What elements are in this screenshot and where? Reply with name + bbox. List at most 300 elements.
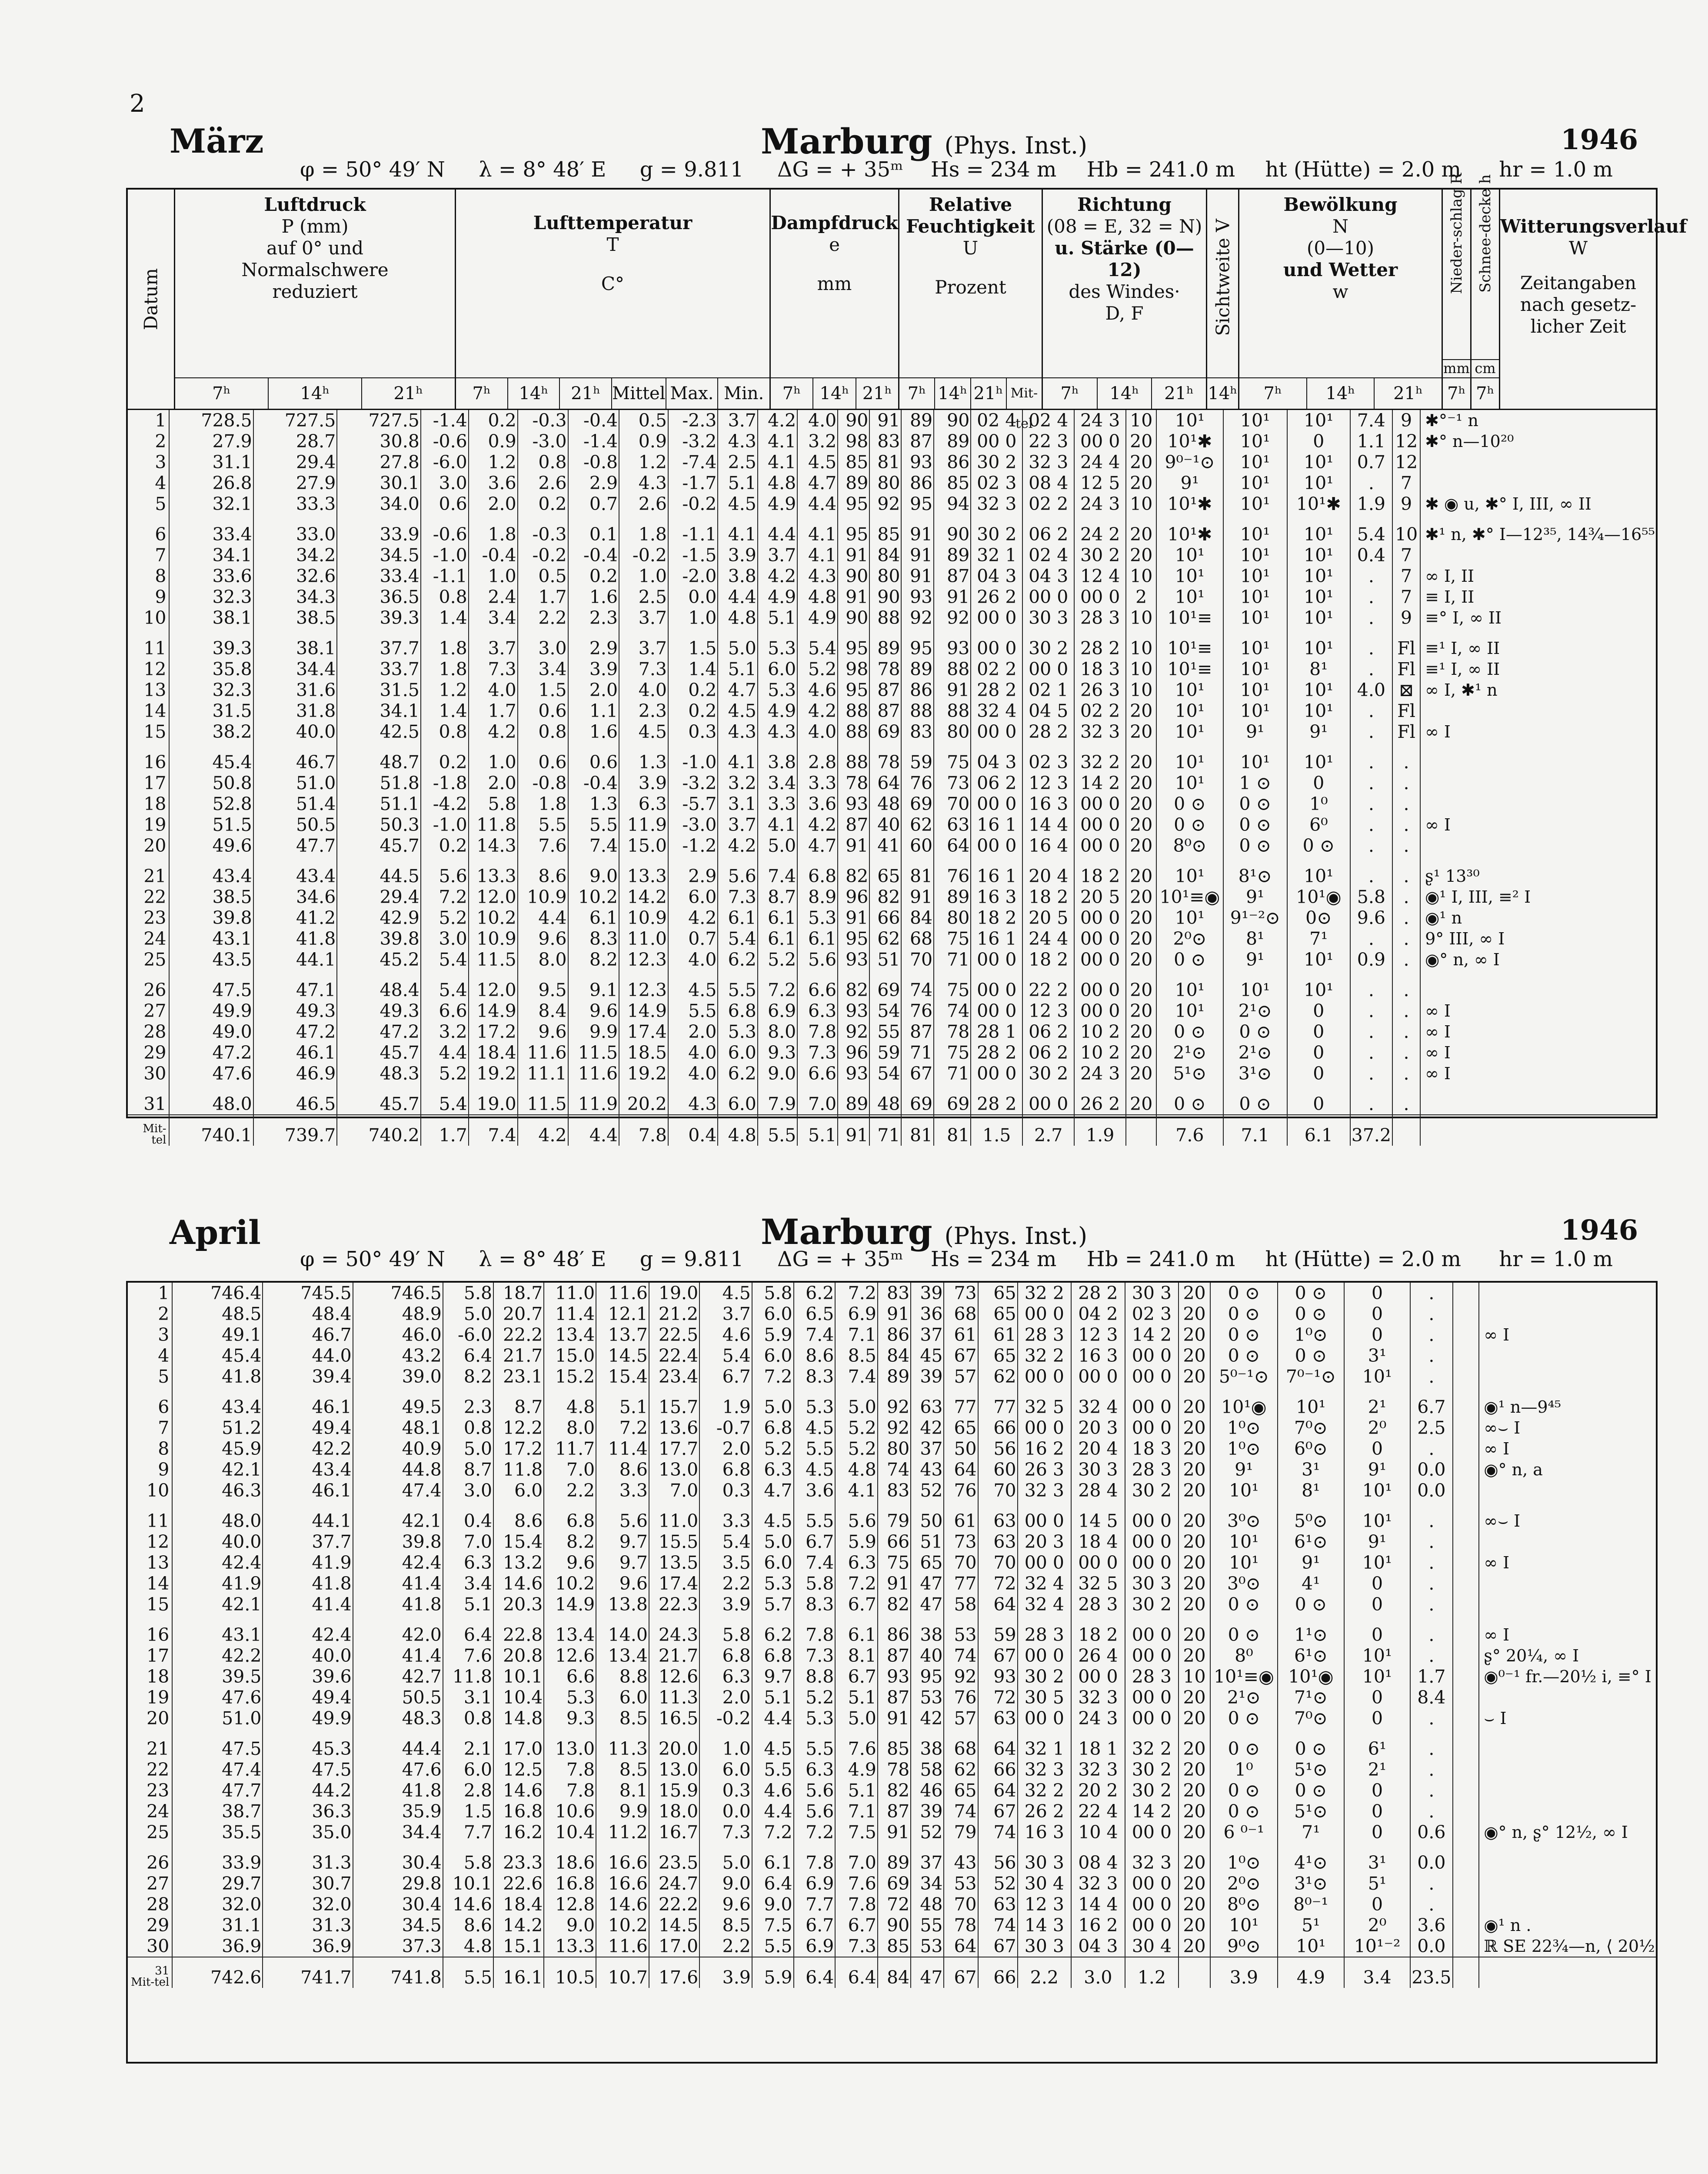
cell-t21: 0.8: [518, 452, 568, 473]
cell-e14: 5.8: [794, 1573, 836, 1594]
header-wind: [1042, 190, 1206, 409]
gap-cell: [128, 856, 169, 866]
cell-tmin: 2.2: [699, 1573, 752, 1594]
gap-cell: [1125, 1729, 1179, 1738]
cell-n21: 0: [1344, 1687, 1410, 1708]
cell-tmit: 2.9: [568, 473, 619, 493]
cell-umit: 74: [978, 1822, 1018, 1843]
cell-e7: 9.0: [752, 1894, 794, 1915]
cell-t14: 12.0: [469, 887, 518, 907]
cell-u7: 95: [838, 493, 869, 514]
gap-cell: [169, 856, 253, 866]
gap-cell: [518, 1084, 568, 1094]
cell-n14: 8¹: [1223, 928, 1287, 949]
gap-cell: [1210, 1615, 1278, 1624]
gap-cell: [1022, 514, 1074, 524]
gap-cell: [1278, 1843, 1344, 1852]
gap-cell: [1287, 856, 1350, 866]
gap-cell: [718, 970, 757, 980]
cell-t7: 1.8: [421, 638, 469, 659]
cell-d7: 12 3: [1018, 1894, 1072, 1915]
header-schnee: [1470, 174, 1499, 409]
gap-cell: [1223, 856, 1287, 866]
cell-tmin: -3.2: [668, 773, 718, 794]
cell-rr: .: [1350, 566, 1392, 587]
cell-n7: 1⁰⊙: [1210, 1852, 1278, 1873]
lbl-wind: Richtung: [1077, 194, 1172, 215]
cell-e14: 6.7: [794, 1531, 836, 1552]
cell-e7: 5.8: [752, 1283, 794, 1304]
gap-cell: [718, 514, 757, 524]
cell-d14: 32 3: [1022, 452, 1074, 473]
cell-schnee: .: [1392, 887, 1420, 907]
cell-e21: 4.2: [797, 814, 838, 835]
cell-d7: 28 2: [971, 680, 1022, 700]
cell-u21: 91: [901, 887, 934, 907]
gap-cell: [934, 514, 971, 524]
cell-umit: 75: [934, 752, 971, 773]
cell-tmax: 21.7: [649, 1645, 699, 1666]
mean-u14: 71: [869, 1115, 901, 1146]
cell-t21: 7.6: [518, 835, 568, 856]
cell-e7: 6.8: [752, 1645, 794, 1666]
gap-cell: [493, 1729, 544, 1738]
cell-u7: 87: [878, 1645, 911, 1666]
cell-witter: [1479, 1573, 1656, 1594]
cell-d14: 16 2: [1071, 1915, 1125, 1936]
cell-p21: 41.8: [353, 1594, 443, 1615]
cell-n14: 10¹: [1223, 607, 1287, 628]
cell-n14: 8¹⊙: [1223, 866, 1287, 887]
cell-p14: 38.5: [253, 607, 337, 628]
cell-t21: 13.4: [544, 1624, 596, 1645]
cell-t7: -1.8: [421, 773, 469, 794]
cell-t14: 20.3: [493, 1594, 544, 1615]
cell-schnee: [1453, 1345, 1479, 1366]
gap-cell: [1074, 514, 1126, 524]
cell-schnee: [1453, 1801, 1479, 1822]
gap-cell: [1126, 970, 1156, 980]
cell-schnee: .: [1392, 814, 1420, 835]
gap-cell: [1179, 1729, 1210, 1738]
cell-t14: 0.2: [469, 410, 518, 431]
cell-p7: 32.0: [172, 1894, 263, 1915]
gap-cell: [718, 742, 757, 752]
cell-tmin: 5.4: [699, 1531, 752, 1552]
gap-cell: [1126, 856, 1156, 866]
table-row: [128, 835, 1656, 856]
gap-cell: [353, 1843, 443, 1852]
gap-cell: [128, 1387, 172, 1397]
unit: 7ʰ: [212, 383, 231, 403]
row-gap: [128, 1843, 1656, 1852]
cell-n21: 2¹: [1344, 1759, 1410, 1780]
cell-datum: 12: [143, 659, 166, 680]
cell-umit: 60: [978, 1459, 1018, 1480]
cell-tmax: -0.2: [619, 545, 668, 566]
cell-n14: 10¹: [1223, 638, 1287, 659]
cell-d21: 24 3: [1074, 493, 1126, 514]
cell-n21: 10¹: [1344, 1552, 1410, 1573]
cell-e7: 4.4: [752, 1801, 794, 1822]
gap-cell: [263, 1387, 353, 1397]
cell-t21: 15.2: [544, 1366, 596, 1387]
cell-n7: 0 ⊙: [1210, 1594, 1278, 1615]
cell-d7: 28 3: [1018, 1324, 1072, 1345]
cell-d21: 10 2: [1074, 1021, 1126, 1042]
units-bewoelk: [1239, 377, 1442, 409]
cell-u7: 95: [838, 524, 869, 545]
cell-u7: 89: [878, 1852, 911, 1873]
cell-n7: 10¹: [1156, 980, 1223, 1000]
gap-cell: [752, 1729, 794, 1738]
cell-t7: -1.4: [421, 410, 469, 431]
cell-u21: 89: [901, 410, 934, 431]
cell-n21: 10¹: [1287, 949, 1350, 970]
unit: 7ʰ: [1263, 383, 1282, 403]
cell-tmax: 22.3: [649, 1594, 699, 1615]
cell-n14: 1¹⊙: [1278, 1624, 1344, 1645]
cell-rr: .: [1410, 1645, 1452, 1666]
cell-u21: 62: [901, 814, 934, 835]
cell-datum: 29: [143, 1042, 166, 1063]
cell-n7: 10¹✱: [1156, 431, 1223, 452]
cell-e7: 4.1: [718, 524, 757, 545]
cell-t21: 9.3: [544, 1708, 596, 1729]
cell-n7: 10¹≡◉: [1156, 887, 1223, 907]
const-hr: hr = 1.0 m: [1499, 1247, 1613, 1271]
cell-sicht: 20: [1126, 473, 1156, 493]
cell-sicht: 20: [1179, 1852, 1210, 1873]
cell-p14: 49.4: [263, 1687, 353, 1708]
cell-n14: 5¹⊙: [1278, 1759, 1344, 1780]
cell-umit: 64: [978, 1594, 1018, 1615]
cell-e14: 7.2: [794, 1822, 836, 1843]
cell-d21: 32 3: [1125, 1852, 1179, 1873]
cell-d21: 26 2: [1074, 1094, 1126, 1115]
cell-umit: 71: [934, 1063, 971, 1084]
cell-u7: 90: [838, 566, 869, 587]
cell-p21: 39.0: [353, 1366, 443, 1387]
cell-datum: 1: [155, 410, 166, 431]
cell-tmit: 7.2: [596, 1417, 649, 1438]
cell-p21: 41.4: [353, 1645, 443, 1666]
cell-d14: 28 2: [1022, 721, 1074, 742]
mean-t7: 1.7: [421, 1115, 469, 1146]
cell-u21: 84: [901, 907, 934, 928]
gap-cell: [758, 742, 797, 752]
cell-datum: 26: [146, 1852, 170, 1873]
cell-tmit: 15.4: [596, 1366, 649, 1387]
cell-witter: [1420, 452, 1656, 473]
cell-e14: 7.8: [794, 1852, 836, 1873]
cell-witter: [1479, 1480, 1656, 1501]
cell-e14: 7.4: [794, 1552, 836, 1573]
cell-sicht: 20: [1126, 980, 1156, 1000]
table-row: [128, 452, 1656, 473]
gap-cell: [718, 856, 757, 866]
cell-d14: 04 3: [1022, 566, 1074, 587]
cell-n7: 1⁰⊙: [1210, 1438, 1278, 1459]
cell-t7: 0.8: [421, 587, 469, 607]
cell-tmax: 13.6: [649, 1417, 699, 1438]
cell-witter: ∞⌣ I: [1479, 1417, 1656, 1438]
cell-n7: 10¹≡◉: [1210, 1666, 1278, 1687]
cell-p14: 33.3: [253, 493, 337, 514]
cell-u14: 88: [869, 607, 901, 628]
cell-d14: 06 2: [1022, 1021, 1074, 1042]
cell-sicht: 10: [1126, 638, 1156, 659]
lbl-bewoelk: Bewölkung: [1283, 194, 1398, 215]
cell-d21: 00 0: [1125, 1894, 1179, 1915]
cell-p21: 44.5: [337, 866, 421, 887]
cell-schnee: .: [1392, 794, 1420, 814]
mean-schnee: [1392, 1115, 1420, 1146]
cell-tmin: 0.3: [699, 1480, 752, 1501]
cell-umit: 67: [978, 1801, 1018, 1822]
cell-e21: 5.4: [797, 638, 838, 659]
cell-p7: 51.2: [172, 1417, 263, 1438]
cell-datum: 10: [146, 1480, 170, 1501]
gap-cell: [944, 1615, 978, 1624]
cell-e14: 7.4: [758, 866, 797, 887]
gap-cell: [649, 1843, 699, 1852]
cell-umit: 70: [934, 794, 971, 814]
cell-tmax: 24.3: [649, 1624, 699, 1645]
cell-schnee: 7: [1392, 566, 1420, 587]
cell-sicht: 20: [1179, 1645, 1210, 1666]
cell-p7: 49.6: [169, 835, 253, 856]
gap-cell: [1453, 1729, 1479, 1738]
cell-datum: 25: [146, 1822, 170, 1843]
cell-p14: 39.4: [263, 1366, 353, 1387]
cell-witter: ✱°⁻¹ n: [1420, 410, 1656, 431]
cell-rr: .: [1410, 1438, 1452, 1459]
mean-umit: 81: [934, 1115, 971, 1146]
cell-u21: 88: [901, 700, 934, 721]
cell-u21: 76: [901, 773, 934, 794]
cell-d14: 28 3: [1071, 1594, 1125, 1615]
cell-t21: 11.4: [544, 1304, 596, 1324]
cell-p7: 746.4: [172, 1283, 263, 1304]
mean-d7: 1.5: [971, 1115, 1022, 1146]
cell-n7: 6 ⁰⁻¹: [1210, 1822, 1278, 1843]
const-lat: φ = 50° 49′ N: [300, 1247, 445, 1271]
cell-tmit: 8.5: [596, 1759, 649, 1780]
cell-sicht: 20: [1179, 1687, 1210, 1708]
cell-tmin: 2.9: [668, 866, 718, 887]
cell-p14: 40.0: [253, 721, 337, 742]
cell-n7: 0 ⊙: [1210, 1345, 1278, 1366]
cell-tmin: -0.7: [699, 1417, 752, 1438]
gap-cell: [1392, 1084, 1420, 1094]
cell-t14: 13.3: [469, 866, 518, 887]
cell-rr: 0.0: [1410, 1480, 1452, 1501]
unit: 14ʰ: [507, 378, 559, 409]
cell-t14: 3.4: [469, 607, 518, 628]
cell-schnee: 9: [1392, 493, 1420, 514]
cell-tmin: -1.5: [668, 545, 718, 566]
cell-tmit: 9.1: [568, 980, 619, 1000]
cell-tmin: 5.5: [668, 1000, 718, 1021]
lbl-wind-2: u. Stärke (0—12): [1055, 237, 1194, 280]
cell-e7: 3.1: [718, 794, 757, 814]
cell-p14: 39.6: [263, 1666, 353, 1687]
cell-tmit: -0.4: [568, 410, 619, 431]
cell-witter: ◉⁰⁻¹ fr.—20½ i, ≡° I: [1479, 1666, 1656, 1687]
cell-t14: 14.6: [493, 1780, 544, 1801]
cell-d7: 04 3: [971, 752, 1022, 773]
cell-e14: 5.1: [758, 607, 797, 628]
cell-schnee: [1453, 1531, 1479, 1552]
cell-n21: 0: [1344, 1304, 1410, 1324]
cell-witter: [1479, 1687, 1656, 1708]
cell-umit: 90: [934, 410, 971, 431]
cell-p7: 32.3: [169, 680, 253, 700]
cell-n14: 0 ⊙: [1278, 1594, 1344, 1615]
lbl-luftdruck-2: auf 0° und: [266, 237, 364, 259]
cell-p14: 46.1: [253, 1042, 337, 1063]
gap-cell: [128, 742, 169, 752]
gap-cell: [1479, 1729, 1656, 1738]
gap-cell: [1410, 1843, 1452, 1852]
gap-cell: [1453, 1501, 1479, 1510]
cell-p7: 49.9: [169, 1000, 253, 1021]
cell-schnee: 7: [1392, 473, 1420, 493]
unit: 14ʰ: [1097, 378, 1152, 409]
gap-cell: [568, 856, 619, 866]
gap-cell: [752, 1843, 794, 1852]
header-sicht: [1206, 190, 1238, 409]
cell-d21: 00 0: [1125, 1397, 1179, 1417]
cell-u21: 93: [901, 587, 934, 607]
cell-e21: 5.2: [835, 1438, 878, 1459]
cell-witter: [1479, 1283, 1656, 1304]
gap-cell: [596, 1615, 649, 1624]
cell-t14: 12.2: [493, 1417, 544, 1438]
mean-schnee: [1453, 1957, 1479, 1988]
cell-u21: 92: [944, 1666, 978, 1687]
cell-t21: 5.5: [518, 814, 568, 835]
cell-d7: 32 4: [1018, 1594, 1072, 1615]
cell-tmax: 2.3: [619, 700, 668, 721]
cell-p21: 746.5: [353, 1283, 443, 1304]
cell-tmax: 10.9: [619, 907, 668, 928]
mean-n7: 7.6: [1156, 1115, 1223, 1146]
cell-sicht: 20: [1126, 1000, 1156, 1021]
gap-cell: [1179, 1843, 1210, 1852]
cell-d21: 00 0: [1125, 1624, 1179, 1645]
cell-sicht: 20: [1126, 814, 1156, 835]
row-gap: [128, 742, 1656, 752]
gap-cell: [878, 1501, 911, 1510]
row-gap: [128, 1084, 1656, 1094]
cell-t21: 5.3: [544, 1687, 596, 1708]
gap-cell: [1125, 1843, 1179, 1852]
cell-tmin: -2.3: [668, 410, 718, 431]
cell-witter: [1479, 1873, 1656, 1894]
cell-e14: 7.2: [758, 980, 797, 1000]
cell-n14: 3¹: [1278, 1459, 1344, 1480]
cell-rr: 1.7: [1410, 1666, 1452, 1687]
cell-tmit: 0.2: [568, 566, 619, 587]
cell-t21: 8.2: [544, 1531, 596, 1552]
cell-n21: 9¹: [1344, 1459, 1410, 1480]
cell-d7: 00 0: [971, 638, 1022, 659]
unit: 21ʰ: [1151, 378, 1206, 409]
gap-cell: [1350, 1084, 1392, 1094]
cell-schnee: .: [1392, 1094, 1420, 1115]
cell-datum: 4: [158, 1345, 170, 1366]
cell-t21: 8.0: [544, 1417, 596, 1438]
cell-n7: 2¹⊙: [1210, 1687, 1278, 1708]
cell-d7: 16 1: [971, 814, 1022, 835]
cell-sicht: 20: [1179, 1366, 1210, 1387]
gap-cell: [172, 1729, 263, 1738]
gap-cell: [1350, 856, 1392, 866]
cell-sicht: 20: [1126, 835, 1156, 856]
cell-e21: 5.2: [835, 1417, 878, 1438]
cell-umit: 71: [934, 949, 971, 970]
mean-d21: 1.2: [1125, 1957, 1179, 1988]
gap-cell: [838, 856, 869, 866]
cell-p21: 727.5: [337, 410, 421, 431]
cell-p7: 33.6: [169, 566, 253, 587]
cell-datum: 8: [158, 1438, 170, 1459]
cell-rr: 7.4: [1350, 410, 1392, 431]
cell-t14: 10.4: [493, 1687, 544, 1708]
cell-sicht: 10: [1126, 566, 1156, 587]
gap-cell: [1071, 1843, 1125, 1852]
gap-cell: [596, 1387, 649, 1397]
cell-schnee: [1453, 1822, 1479, 1843]
table-row: [128, 1042, 1656, 1063]
cell-witter: ʂ° 20¼, ∞ I: [1479, 1645, 1656, 1666]
cell-n14: 1⁰⊙: [1278, 1324, 1344, 1345]
cell-e7: 5.5: [752, 1759, 794, 1780]
cell-p14: 47.1: [253, 980, 337, 1000]
mean-sicht: [1179, 1957, 1210, 1988]
cell-n14: 3¹⊙: [1223, 1063, 1287, 1084]
cell-e7: 5.7: [752, 1594, 794, 1615]
cell-datum: 30: [143, 1063, 166, 1084]
cell-e21: 6.9: [835, 1304, 878, 1324]
cell-e21: 4.2: [797, 700, 838, 721]
cell-d14: 26 4: [1071, 1645, 1125, 1666]
cell-e7: 6.2: [752, 1624, 794, 1645]
cell-u7: 69: [878, 1873, 911, 1894]
gap-cell: [1210, 1387, 1278, 1397]
cell-sicht: 20: [1179, 1438, 1210, 1459]
cell-n21: 0: [1344, 1573, 1410, 1594]
cell-t14: 8.6: [493, 1510, 544, 1531]
gap-cell: [253, 856, 337, 866]
cell-e21: 6.6: [797, 1063, 838, 1084]
gap-cell: [878, 1729, 911, 1738]
cell-d7: 00 0: [971, 1063, 1022, 1084]
cell-tmit: 9.9: [596, 1801, 649, 1822]
cell-tmin: 3.3: [699, 1510, 752, 1531]
lbl-witter-3: licher Zeit: [1530, 316, 1626, 337]
cell-u21: 87: [901, 431, 934, 452]
cell-u7: 87: [838, 814, 869, 835]
cell-witter: ≡¹ I, ∞ II: [1420, 659, 1656, 680]
cell-t14: 14.2: [493, 1915, 544, 1936]
cell-p7: 51.5: [169, 814, 253, 835]
cell-t21: 12.8: [544, 1894, 596, 1915]
cell-t7: 8.7: [443, 1459, 493, 1480]
gap-cell: [493, 1615, 544, 1624]
